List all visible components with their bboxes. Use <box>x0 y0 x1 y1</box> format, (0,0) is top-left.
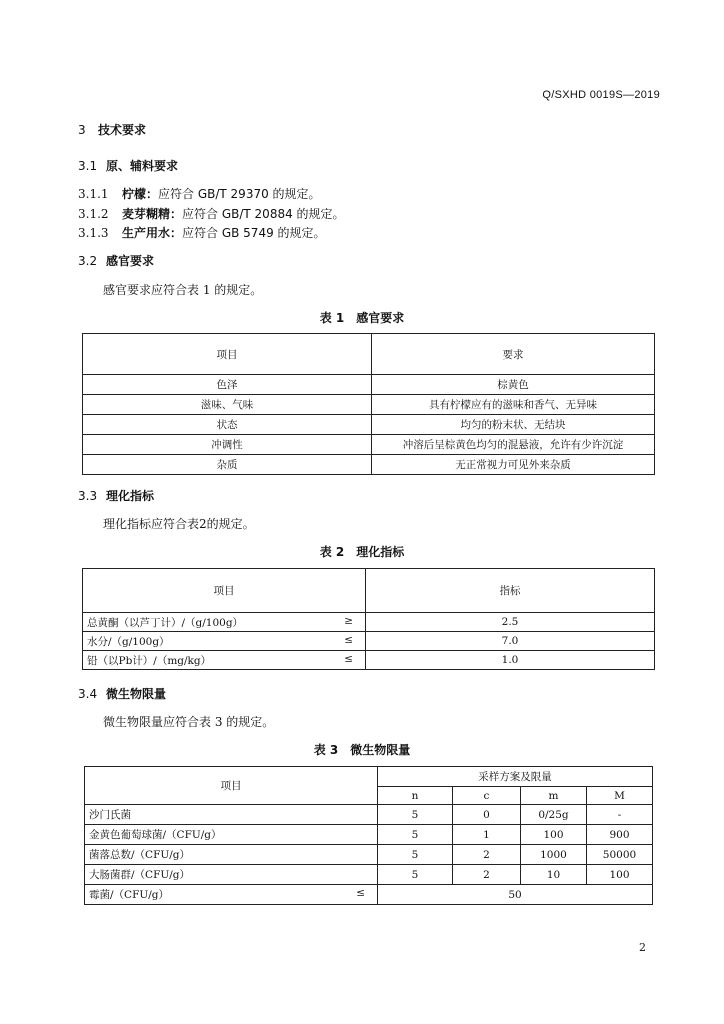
cell-item: 冲调性 <box>83 435 372 455</box>
cell-limit: 50 <box>378 885 653 905</box>
section-3-2-heading <box>78 252 154 269</box>
section-3-4-heading <box>78 685 166 702</box>
table-row <box>83 632 655 651</box>
clause-label: 生产用水： <box>122 226 183 240</box>
subheader-n: n <box>378 787 453 805</box>
table-row <box>83 613 655 632</box>
cell-c: 0 <box>453 805 521 825</box>
cell-M: - <box>587 805 653 825</box>
cell-item <box>85 885 378 905</box>
cell-item: 金黄色葡萄球菌/（CFU/g） <box>85 825 378 845</box>
page-number: 2 <box>639 941 646 954</box>
clause-text: 应符合 GB/T 20884 的规定。 <box>182 207 345 221</box>
item-text: 霉菌/（CFU/g） <box>89 889 169 901</box>
table-row <box>83 435 655 455</box>
cell-M: 100 <box>587 865 653 885</box>
header-sampling-plan: 采样方案及限量 <box>378 767 653 787</box>
clause-number: 3.1.1 <box>78 187 109 201</box>
cell-m: 0/25g <box>521 805 587 825</box>
cell-c: 2 <box>453 845 521 865</box>
cell-item: 滋味、气味 <box>83 395 372 415</box>
table-row-mold <box>85 885 653 905</box>
section-3-1-heading <box>78 157 178 174</box>
section-number: 3.2 <box>78 254 98 268</box>
cell-item: 色泽 <box>83 375 372 395</box>
table-row <box>85 805 653 825</box>
cell-item: 沙门氏菌 <box>85 805 378 825</box>
header-index: 指标 <box>366 569 655 613</box>
cell-item: 状态 <box>83 415 372 435</box>
cell-value: 2.5 <box>366 613 655 632</box>
header-requirement: 要求 <box>372 334 655 375</box>
table-2-caption: 表 2 理化指标 <box>319 545 405 559</box>
section-number: 3.1 <box>78 159 98 173</box>
table-1-caption: 表 1 感官要求 <box>319 311 405 325</box>
section-title: 微生物限量 <box>106 687 167 701</box>
cell-item: 大肠菌群/（CFU/g） <box>85 865 378 885</box>
cell-m: 1000 <box>521 845 587 865</box>
cell-value: 7.0 <box>366 632 655 651</box>
cell-M: 50000 <box>587 845 653 865</box>
table-2-physicochemical <box>82 568 655 670</box>
cell-c: 2 <box>453 865 521 885</box>
comparison-symbol: ≥ <box>344 614 353 627</box>
table-1-sensory <box>82 333 655 475</box>
cell-requirement: 棕黄色 <box>372 375 655 395</box>
clause-label: 麦芽糊精： <box>122 207 183 221</box>
section-number: 3.3 <box>78 489 98 503</box>
cell-item: 菌落总数/（CFU/g） <box>85 845 378 865</box>
document-code: Q/SXHD 0019S—2019 <box>542 89 660 101</box>
section-number: 3 <box>78 123 86 137</box>
cell-requirement: 均匀的粉末状、无结块 <box>372 415 655 435</box>
cell-item <box>83 613 366 632</box>
clause-text: 应符合 GB/T 29370 的规定。 <box>158 187 321 201</box>
subheader-M: M <box>587 787 653 805</box>
table-row <box>83 375 655 395</box>
section-title: 理化指标 <box>106 489 155 503</box>
comparison-symbol: ≤ <box>356 887 365 899</box>
item-text: 总黄酮（以芦丁计）/（g/100g） <box>87 616 244 629</box>
table-header-row <box>83 569 655 613</box>
table-row <box>83 415 655 435</box>
table-row <box>83 651 655 670</box>
section-3-2-paragraph: 感官要求应符合表 1 的规定。 <box>103 283 263 297</box>
cell-requirement: 冲溶后呈棕黄色均匀的混悬液，允许有少许沉淀 <box>372 435 655 455</box>
cell-value: 1.0 <box>366 651 655 670</box>
subheader-c: c <box>453 787 521 805</box>
cell-c: 1 <box>453 825 521 845</box>
cell-m: 10 <box>521 865 587 885</box>
cell-item <box>83 651 366 670</box>
header-item: 项目 <box>83 334 372 375</box>
item-text: 铅（以Pb计）/（mg/kg） <box>87 654 212 667</box>
cell-item: 杂质 <box>83 455 372 475</box>
cell-item <box>83 632 366 651</box>
cell-requirement: 具有柠檬应有的滋味和香气、无异味 <box>372 395 655 415</box>
table-row <box>85 825 653 845</box>
comparison-symbol: ≤ <box>344 633 353 646</box>
section-title: 感官要求 <box>106 254 155 268</box>
section-3-3-paragraph: 理化指标应符合表2的规定。 <box>103 517 255 531</box>
clause-3-1-2 <box>78 205 345 222</box>
cell-requirement: 无正常视力可见外来杂质 <box>372 455 655 475</box>
section-3-heading <box>78 121 146 138</box>
clause-number: 3.1.2 <box>78 207 109 221</box>
clause-number: 3.1.3 <box>78 226 109 240</box>
table-row <box>85 865 653 885</box>
section-title: 技术要求 <box>98 123 147 137</box>
clause-label: 柠檬： <box>122 187 159 201</box>
table-3-microbial <box>84 766 653 905</box>
table-row <box>83 455 655 475</box>
cell-n: 5 <box>378 805 453 825</box>
table-3-caption: 表 3 微生物限量 <box>313 743 411 757</box>
section-3-3-heading <box>78 487 154 504</box>
section-number: 3.4 <box>78 687 98 701</box>
cell-M: 900 <box>587 825 653 845</box>
section-title: 原、辅料要求 <box>106 159 179 173</box>
cell-n: 5 <box>378 825 453 845</box>
item-text: 水分/（g/100g） <box>87 635 170 648</box>
table-row <box>85 845 653 865</box>
section-3-4-paragraph: 微生物限量应符合表 3 的规定。 <box>103 715 275 729</box>
clause-3-1-3 <box>78 224 326 241</box>
comparison-symbol: ≤ <box>344 652 353 665</box>
clause-text: 应符合 GB 5749 的规定。 <box>182 226 326 240</box>
table-row <box>83 395 655 415</box>
table-header-row <box>83 334 655 375</box>
cell-n: 5 <box>378 865 453 885</box>
table-header-row <box>85 767 653 787</box>
cell-m: 100 <box>521 825 587 845</box>
subheader-m: m <box>521 787 587 805</box>
header-item: 项目 <box>85 767 378 805</box>
cell-n: 5 <box>378 845 453 865</box>
header-item: 项目 <box>83 569 366 613</box>
clause-3-1-1 <box>78 185 321 202</box>
